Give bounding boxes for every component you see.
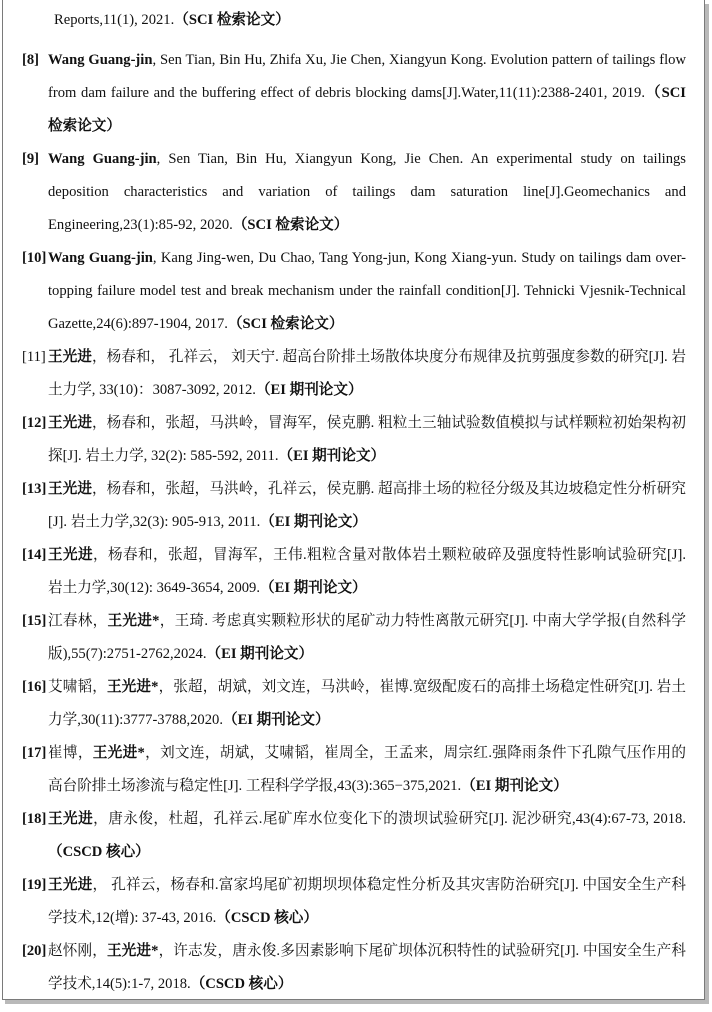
author-highlight: 王光进*: [106, 679, 159, 695]
reference-number: [9]: [22, 151, 40, 167]
reference-item: [22, 407, 686, 473]
author-highlight: Wang Guang-jin: [48, 151, 157, 167]
co-author: 江春林，: [48, 613, 108, 629]
index-tag: （SCI 检索论文）: [174, 12, 290, 28]
author-highlight: Wang Guang-jin: [48, 52, 153, 68]
reference-number: [18]: [22, 811, 47, 827]
reference-item: [22, 539, 686, 605]
reference-item: [22, 242, 686, 341]
index-tag: （CSCD 核心）: [48, 844, 150, 860]
index-tag: （EI 期刊论文）: [260, 514, 367, 530]
reference-text: , Sen Tian, Bin Hu, Xiangyun Kong, Jie Chen. An experimental study on tailings deposition characteristics and variation of tailings dam saturation line[J].Geomechanics and Engineering,23(1):85-92, 2020.: [48, 151, 686, 233]
index-tag: （EI 期刊论文）: [278, 448, 386, 464]
index-tag: （EI 期刊论文）: [222, 712, 330, 728]
reference-item: [22, 473, 686, 539]
co-author: 崔博，: [48, 745, 93, 761]
author-highlight: Wang Guang-jin: [48, 250, 153, 266]
reference-item: [22, 44, 686, 143]
reference-number: [13]: [22, 481, 47, 497]
reference-number: [16]: [22, 679, 47, 695]
index-tag: （SCI 检索论文）: [227, 316, 344, 332]
reference-text: , Sen Tian, Bin Hu, Zhifa Xu, Jie Chen, Xiangyun Kong. Evolution pattern of tailings flow from dam failure and the buffering effect of debris blocking dams[J].Water,11(11):2388-2401, 2019.: [48, 52, 686, 101]
reference-item: [22, 869, 686, 935]
reference-text: ，王琦. 考虑真实颗粒形状的尾矿动力特性离散元研究[J]. 中南大学学报(自然科学版),55(7):2751-2762,2024.: [48, 613, 686, 662]
author-highlight: 王光进: [48, 547, 93, 563]
reference-number: [11]: [22, 349, 46, 365]
reference-list: [22, 0, 686, 1001]
reference-number: [8]: [22, 52, 40, 68]
author-highlight: 王光进: [48, 349, 92, 365]
reference-text: ，杨春和，张超，冒海军，王伟.粗粒含量对散体岩土颗粒破碎及强度特性影响试验研究[J]. 岩土力学,30(12): 3649-3654, 2009.: [48, 547, 686, 596]
reference-text: ，刘文连，胡斌，艾啸韬，崔周全，王孟来，周宗红.强降雨条件下孔隙气压作用的高台阶排土场渗流与稳定性[J]. 工程科学学报,43(3):365−375,2021.: [48, 745, 686, 794]
author-highlight: 王光进: [48, 877, 93, 893]
author-highlight: 王光进: [48, 811, 94, 827]
index-tag: （SCI 检索论文）: [48, 85, 686, 134]
index-tag: （EI 期刊论文）: [461, 778, 568, 794]
reference-item: [22, 341, 686, 407]
author-highlight: 王光进: [48, 415, 93, 431]
index-tag: （CSCD 核心）: [190, 976, 293, 992]
continuation-text: Reports,11(1), 2021.: [54, 12, 175, 28]
reference-text: ，杨春和，张超，马洪岭，冒海军，侯克鹏. 粗粒土三轴试验数值模拟与试样颗粒初始架构初探[J]. 岩土力学, 32(2): 585-592, 2011.: [48, 415, 686, 464]
page-shadow-right: [705, 4, 709, 1004]
reference-number: [20]: [22, 943, 47, 959]
reference-text: ，张超，胡斌，刘文连，马洪岭，崔博.宽级配废石的高排土场稳定性研究[J]. 岩土力学,30(11):3777-3788,2020.: [48, 679, 686, 728]
author-highlight: 王光进*: [92, 745, 145, 761]
co-author: 赵怀刚，: [48, 943, 107, 959]
reference-number: [17]: [22, 745, 47, 761]
reference-item: [22, 143, 686, 242]
reference-text: ，唐永俊，杜超，孔祥云.尾矿库水位变化下的溃坝试验研究[J]. 泥沙研究,43(4):67-73, 2018.: [93, 811, 686, 827]
reference-item: [22, 803, 686, 869]
index-tag: （EI 期刊论文）: [255, 382, 363, 398]
index-tag: （EI 期刊论文）: [260, 580, 367, 596]
reference-item: [22, 671, 686, 737]
author-highlight: 王光进: [48, 481, 93, 497]
reference-item: [22, 737, 686, 803]
reference-text: ，杨春和， 孔祥云， 刘天宁. 超高台阶排土场散体块度分布规律及抗剪强度参数的研究[J]. 岩土力学, 33(10)：3087-3092, 2012.: [48, 349, 686, 398]
reference-number: [15]: [22, 613, 47, 629]
reference-number: [19]: [22, 877, 47, 893]
author-highlight: 王光进*: [107, 613, 160, 629]
reference-item: [22, 935, 686, 1001]
reference-text: ，杨春和，张超，马洪岭，孔祥云，侯克鹏. 超高排土场的粒径分级及其边坡稳定性分析研究[J]. 岩土力学,32(3): 905-913, 2011.: [48, 481, 686, 530]
index-tag: （SCI 检索论文）: [232, 217, 349, 233]
reference-text: ，许志发，唐永俊.多因素影响下尾矿坝体沉积特性的试验研究[J]. 中国安全生产科学技术,14(5):1-7, 2018.: [48, 943, 686, 992]
reference-continuation: [22, 11, 686, 41]
reference-number: [12]: [22, 415, 47, 431]
reference-text: , Kang Jing-wen, Du Chao, Tang Yong-jun, Kong Xiang-yun. Study on tailings dam over-topping failure model test and break mechanism under the rainfall condition[J]. Tehnicki Vjesnik-Technical Gazette,24(6):897-1904, 2017.: [48, 250, 686, 332]
index-tag: （EI 期刊论文）: [206, 646, 314, 662]
reference-number: [14]: [22, 547, 47, 563]
reference-item: [22, 605, 686, 671]
reference-number: [10]: [22, 250, 47, 266]
co-author: 艾啸韬，: [48, 679, 107, 695]
author-highlight: 王光进*: [106, 943, 159, 959]
index-tag: （CSCD 核心）: [216, 910, 318, 926]
reference-text: ， 孔祥云，杨春和.富家坞尾矿初期坝坝体稳定性分析及其灾害防治研究[J]. 中国安全生产科学技术,12(增): 37-43, 2016.: [48, 877, 686, 926]
